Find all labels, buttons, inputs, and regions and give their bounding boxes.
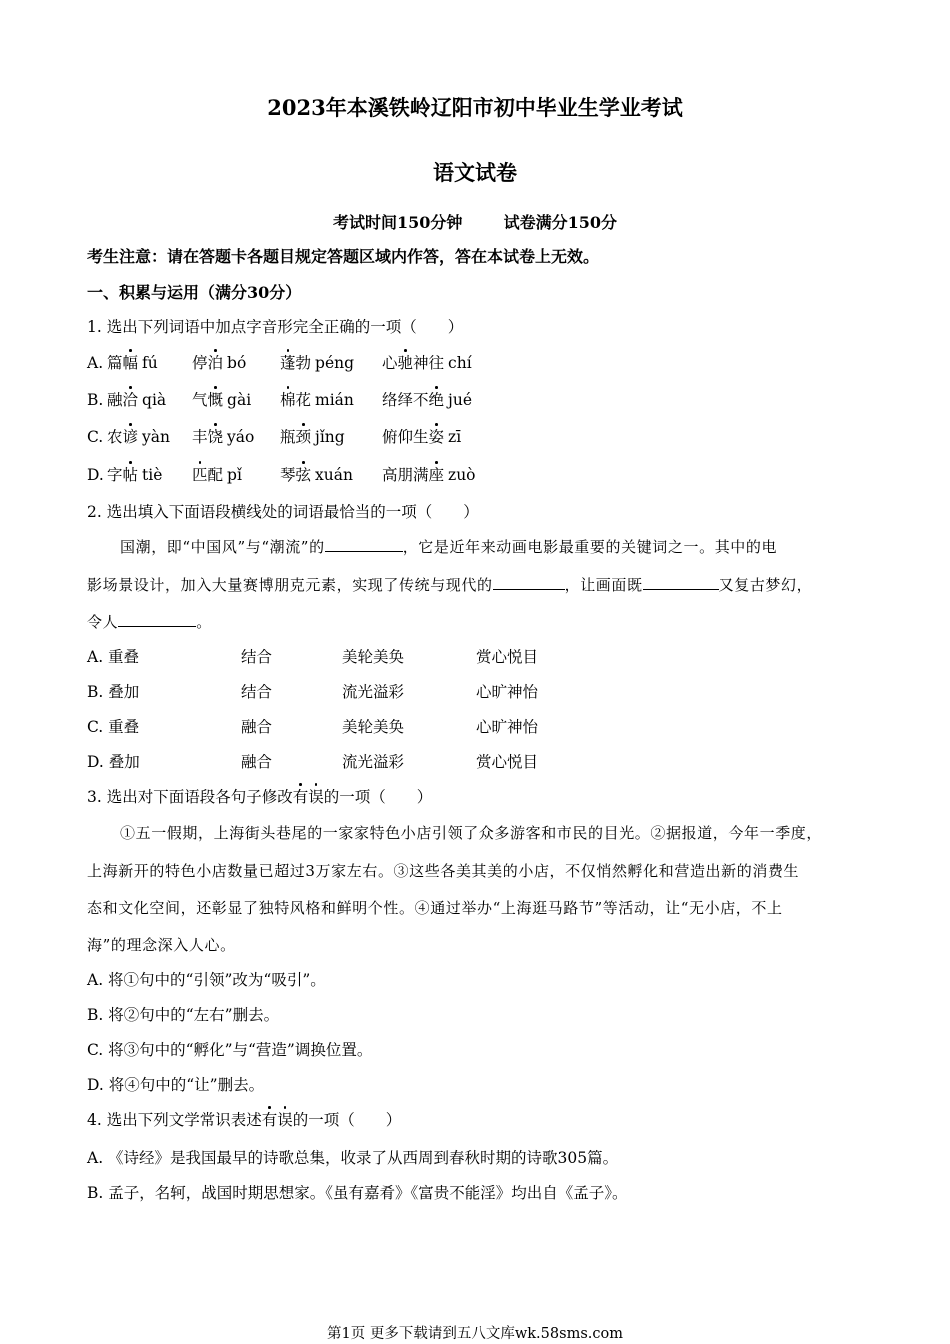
question-1-option-label: D. [87,466,104,484]
question-3-option-b: B. 将②句中的“左右”删去。 [87,1006,280,1024]
question-1-word-item: 络绎不绝 jué [382,388,472,412]
question-1-option-label: A. [87,354,104,372]
question-2-option-c3: 美轮美奂 [342,648,405,666]
question-3-passage-line: 海”的理念深入人心。 [87,936,236,954]
question-1-word-item: 停泊 bó [192,351,246,375]
pinyin: mián [315,391,354,409]
question-2-option-label: D. 叠加 [87,753,140,771]
question-2-option-c2: 融合 [241,718,273,736]
question-3-option-c: C. 将③句中的“孵化”与“营造”调换位置。 [87,1041,373,1059]
question-1-word-item: 字帖 tiè [107,463,162,487]
question-2-passage-line: 影场景设计，加入大量赛博朋克元素，实现了传统与现代的 ，让画面既 又复古梦幻， [87,573,867,597]
pinyin: zī [448,428,462,446]
question-3-passage-line: ①五一假期，上海街头巷尾的一家家特色小店引领了众多游客和市民的目光。②据报道，今年一季度， [120,824,823,842]
page-footer: 第1页 更多下载请到五八文库wk.58sms.com [327,1326,623,1342]
question-3-stem: 3. 选出对下面语段各句子修改有误的一项（ ） [87,785,432,809]
question-2-stem: 2. 选出填入下面语段横线处的词语最恰当的一项（ ） [87,503,479,521]
pinyin: bó [227,354,247,372]
question-2-passage-line: 令人 。 [87,610,867,634]
question-4-option-a: A. 《诗经》是我国最早的诗歌总集，收录了从西周到春秋时期的诗歌305篇。 [87,1149,619,1167]
subject-title: 语文试卷 [433,160,517,185]
question-2-option-c3: 流光溢彩 [342,753,405,771]
question-1-word-item: 篇幅 fú [107,351,158,375]
question-1-word-item: 琴弦 xuán [280,463,353,487]
exam-title: 2023年本溪铁岭辽阳市初中毕业生学业考试 [267,95,683,120]
pinyin: pǐ [227,466,242,484]
question-2-option-label: C. 重叠 [87,718,140,736]
question-2-option-label: A. 重叠 [87,648,140,666]
question-1-stem: 1. 选出下列词语中加点字音形完全正确的一项（ ） [87,318,464,336]
question-1-word-item: 融洽 qià [107,388,166,412]
question-3-passage-line: 态和文化空间，还彰显了独特风格和鲜明个性。④通过举办“上海逛马路节”等活动，让“无小店，不上 [87,899,783,917]
question-1-word-item: 瓶颈 jǐng [280,425,345,449]
pinyin: fú [142,354,158,372]
pinyin: zuò [448,466,476,484]
question-2-option-c2: 融合 [241,753,273,771]
pinyin: yáo [227,428,255,446]
exam-time: 考试时间150分钟 [333,213,463,232]
pinyin: jué [448,391,472,409]
question-2-option-c3: 美轮美奂 [342,718,405,736]
section-title: 一、积累与运用（满分30分） [87,283,302,302]
question-2-option-c2: 结合 [241,648,273,666]
pinyin: péng [315,354,355,372]
question-2-option-c4: 赏心悦目 [476,648,539,666]
question-2-option-label: B. 叠加 [87,683,140,701]
question-2-option-c4: 心旷神怡 [476,683,539,701]
question-2-option-c2: 结合 [241,683,273,701]
pinyin: yàn [142,428,171,446]
question-1-word-item: 蓬勃 péng [280,351,354,375]
question-1-word-item: 俯仰生姿 zī [382,425,461,449]
question-3-passage-line: 上海新开的特色小店数量已超过3万家左右。③这些各美其美的小店，不仅悄然孵化和营造出新的消费生 [87,862,800,880]
pinyin: tiè [142,466,163,484]
exam-score: 试卷满分150分 [503,213,617,232]
pinyin: xuán [315,466,353,484]
question-1-word-item: 心驰神往 chí [382,351,472,375]
question-1-option-label: C. [87,428,104,446]
question-2-passage-line: 国潮，即“中国风”与“潮流”的 ，它是近年来动画电影最重要的关键词之一。其中的电 [120,535,900,559]
question-1-word-item: 高朋满座 zuò [382,463,476,487]
exam-notice: 考生注意：请在答题卡各题目规定答题区域内作答，答在本试卷上无效。 [87,247,600,266]
question-4-stem: 4. 选出下列文学常识表述有误的一项（ ） [87,1108,401,1132]
question-2-option-c4: 赏心悦目 [476,753,539,771]
pinyin: chí [448,354,472,372]
question-4-option-b: B. 孟子，名轲，战国时期思想家。《虽有嘉肴》《富贵不能淫》均出自《孟子》。 [87,1184,628,1202]
pinyin: jǐng [315,428,345,446]
question-1-word-item: 丰饶 yáo [192,425,254,449]
question-1-word-item: 气慨 gài [192,388,251,412]
question-3-option-a: A. 将①句中的“引领”改为“吸引”。 [87,971,326,989]
pinyin: qià [142,391,167,409]
question-1-word-item: 农谚 yàn [107,425,170,449]
pinyin: gài [227,391,252,409]
question-1-word-item: 棉花 mián [280,388,354,412]
question-2-option-c4: 心旷神怡 [476,718,539,736]
exam-info [0,210,950,233]
question-2-option-c3: 流光溢彩 [342,683,405,701]
question-1-option-label: B. [87,391,104,409]
question-1-word-item: 匹配 pǐ [192,463,242,487]
question-3-option-d: D. 将④句中的“让”删去。 [87,1076,265,1094]
